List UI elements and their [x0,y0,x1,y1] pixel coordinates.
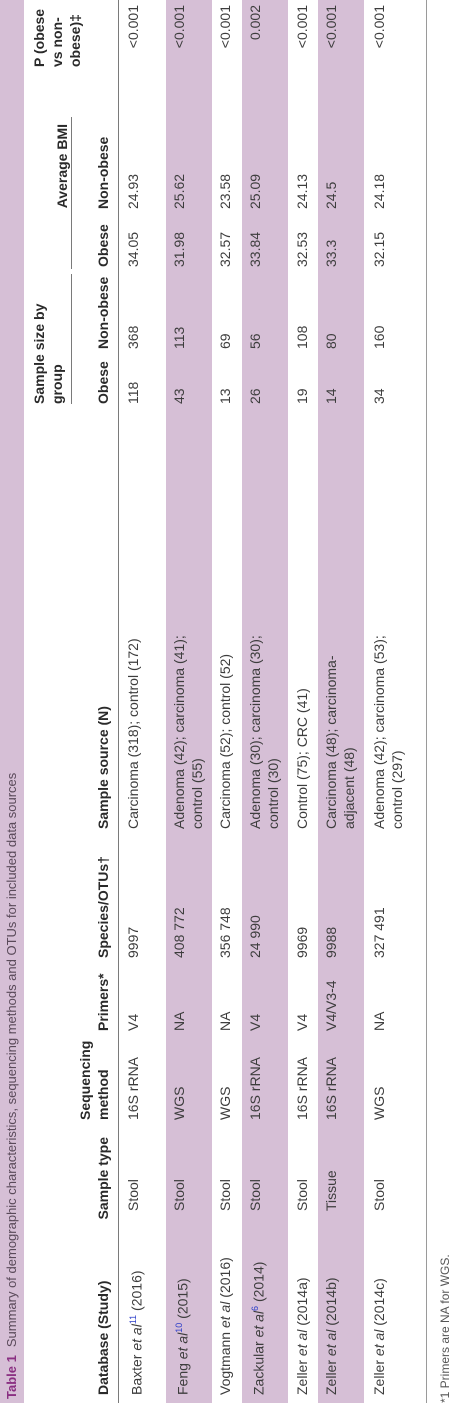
header-sample-type: Sample type [95,1137,111,1220]
cell-obese-n: 19 [294,388,310,404]
header-sample-size-group: Sample size by group [31,303,65,404]
cell-bmi-obese: 33.84 [247,231,263,267]
cell-sample-source: Adenoma (42); carcinoma (53); control (297) [371,635,405,829]
header-database: Database (Study) [95,1280,111,1395]
header-sequencing-method: Sequencing method [77,1040,111,1120]
study-year: (2014b) [323,1277,339,1326]
cell-sample-source: Adenoma (30); carcinoma (30); control (30) [247,635,281,829]
cell-sample-type: Stool [217,1179,233,1211]
cell-species-otus: 24 990 [247,915,263,958]
cell-bmi-nonobese: 24.93 [125,173,141,209]
cell-database [322,1225,340,1395]
cell-bmi-obese: 33.3 [323,239,339,267]
header-nonobese-bmi: Non-obese [95,136,111,209]
cell-sample-source: Adenoma (42); carcinoma (41); control (55) [171,635,205,829]
cell-nonobese-n: 56 [247,333,263,349]
cell-bmi-obese: 31.98 [171,231,187,267]
bottom-rule [426,0,427,1403]
cell-obese-n: 34 [371,388,387,404]
cell-p-value: 0.002 [247,5,263,41]
cell-p-value: <0.001 [171,5,187,49]
cell-primers: NA [171,1011,187,1031]
study-author: Zeller [323,1359,339,1395]
cell-sample-type: Stool [125,1179,141,1211]
study-et-al: et al [217,1301,233,1329]
header-p-value: P (obese vs non-obese)‡ [31,8,83,67]
study-year: (2015) [174,1278,191,1319]
cell-obese-n: 118 [125,381,141,404]
cell-sample-type: Stool [171,1179,187,1211]
cell-primers: V4/V3-4 [323,980,339,1031]
header-rule [118,0,119,1403]
study-year: (2016) [217,1257,233,1298]
study-et-al: et al [128,1324,145,1351]
cell-bmi-obese: 32.57 [217,231,233,267]
cell-nonobese-n: 113 [171,326,187,349]
cell-sample-type: Stool [371,1179,387,1211]
cell-sample-type: Tissue [323,1170,339,1211]
cell-primers: V4 [294,1013,310,1031]
study-year: (2014a) [294,1277,310,1326]
cell-p-value: <0.001 [294,5,310,49]
cell-obese-n: 14 [323,388,339,404]
study-year: (2014c) [371,1278,387,1326]
study-author: Zackular [250,1341,267,1395]
study-author: Baxter [128,1354,145,1395]
study-et-al: et al [250,1310,267,1338]
header-sample-source: Sample source (N) [95,706,111,829]
cell-sample-source: Carcinoma (318); control (172) [125,638,141,829]
table-caption-text: Summary of demographic characteristics, sequencing methods and OTUs for included data sources [4,772,19,1348]
cell-sequencing-method: 16S rRNA [294,1056,310,1120]
study-author: Feng [174,1363,191,1395]
cell-sample-type: Stool [247,1179,263,1211]
cell-bmi-nonobese: 24.13 [294,173,310,209]
header-nonobese-n: Non-obese [95,276,111,349]
cell-sequencing-method: WGS [171,1086,187,1120]
header-obese-bmi: Obese [95,224,111,267]
cell-bmi-obese: 32.15 [371,231,387,267]
study-year: (2016) [128,1270,145,1311]
cell-obese-n: 13 [217,388,233,404]
study-author: Zeller [371,1359,387,1395]
header-primers: Primers* [95,973,111,1031]
cell-bmi-nonobese: 24.18 [371,173,387,209]
table-footnote: *1 Primers are NA for WGS. [438,1254,452,1403]
reference-link[interactable]: 6 [250,1305,260,1311]
cell-nonobese-n: 69 [217,333,233,349]
cell-sequencing-method: 16S rRNA [323,1056,339,1120]
reference-link[interactable]: 11 [128,1314,138,1325]
cell-bmi-nonobese: 24.5 [323,181,339,209]
cell-nonobese-n: 80 [323,333,339,349]
cell-database [124,1225,146,1395]
study-author: Zeller [294,1359,310,1395]
cell-bmi-nonobese: 25.09 [247,173,263,209]
cell-primers: NA [217,1011,233,1031]
header-species-otus: Species/OTUs† [95,856,111,958]
study-year: (2014) [250,1261,267,1303]
table-number: Table 1 [4,1355,19,1399]
cell-species-otus: 327 491 [371,907,387,958]
cell-nonobese-n: 108 [294,325,310,349]
cell-bmi-obese: 32.53 [294,231,310,267]
table-caption [0,0,24,1403]
cell-sample-type: Stool [294,1179,310,1211]
study-et-al: et al [174,1332,191,1360]
cell-nonobese-n: 160 [371,325,387,349]
cell-sequencing-method: WGS [217,1086,233,1120]
cell-sample-source: Carcinoma (52); control (52) [217,653,233,829]
cell-species-otus: 408 772 [171,907,187,958]
cell-database [170,1225,192,1395]
reference-link[interactable]: 10 [174,1322,184,1333]
cell-obese-n: 43 [171,388,187,404]
cell-sample-source: Carcinoma (48); carcinoma-adjacent (48) [323,655,357,829]
cell-bmi-nonobese: 23.58 [217,173,233,209]
study-et-al: et al [323,1329,339,1357]
cell-p-value: <0.001 [217,5,233,49]
cell-nonobese-n: 368 [125,325,141,349]
cell-sequencing-method: 16S rRNA [125,1056,141,1120]
study-et-al: et al [371,1329,387,1357]
cell-sample-source: Control (75); CRC (41) [294,688,310,829]
cell-primers: NA [371,1011,387,1031]
cell-p-value: <0.001 [371,5,387,49]
cell-species-otus: 9969 [294,926,310,958]
cell-bmi-nonobese: 25.62 [171,173,187,209]
cell-database [216,1225,234,1395]
cell-species-otus: 9997 [125,926,141,958]
cell-primers: V4 [125,1013,141,1031]
subheader-rule-sample-size [71,274,72,404]
cell-sequencing-method: WGS [371,1086,387,1120]
cell-sequencing-method: 16S rRNA [247,1056,263,1120]
study-author: Vogtmann [217,1331,233,1395]
cell-species-otus: 356 748 [217,907,233,958]
cell-p-value: <0.001 [125,5,141,49]
study-et-al: et al [294,1329,310,1357]
cell-bmi-obese: 34.05 [125,231,141,267]
cell-species-otus: 9988 [323,926,339,958]
cell-obese-n: 26 [247,388,263,404]
header-average-bmi: Average BMI [54,124,70,209]
subheader-rule-bmi [71,117,72,269]
cell-database [370,1225,388,1395]
cell-primers: V4 [247,1013,263,1031]
cell-p-value: <0.001 [323,5,339,49]
cell-database [293,1225,311,1395]
header-obese-n: Obese [95,361,111,404]
cell-database [246,1225,268,1395]
